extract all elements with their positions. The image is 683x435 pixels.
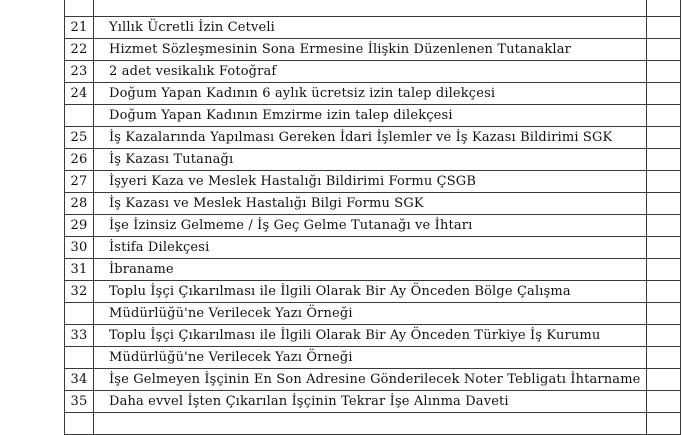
row-text: İş Kazalarında Yapılması Gereken İdari İşlemler ve İş Kazası Bildirimi SGK [94, 127, 647, 149]
table-row [65, 237, 681, 259]
row-check-cell [647, 325, 681, 347]
table-row [65, 281, 681, 303]
row-number: 34 [65, 369, 94, 391]
table-row [65, 61, 681, 83]
row-text: İşyeri Kaza ve Meslek Hastalığı Bildirimi Formu ÇSGB [94, 171, 647, 193]
row-number [65, 105, 94, 127]
row-text: Toplu İşçi Çıkarılması ile İlgili Olarak Bir Ay Önceden Bölge Çalışma [94, 281, 647, 303]
row-check-cell [647, 61, 681, 83]
table-row [65, 39, 681, 61]
row-check-cell [647, 149, 681, 171]
row-check-cell [647, 193, 681, 215]
row-check-cell [647, 17, 681, 39]
row-text: Hizmet Sözleşmesinin Sona Ermesine İlişkin Düzenlenen Tutanaklar [94, 39, 647, 61]
row-text: İbraname [94, 259, 647, 281]
table-row [65, 259, 681, 281]
row-number: 32 [65, 281, 94, 303]
row-text: Yıllık Ücretli İzin Cetveli [94, 17, 647, 39]
row-number [65, 0, 94, 17]
row-check-cell [647, 347, 681, 369]
row-text: Müdürlüğü'ne Verilecek Yazı Örneği [94, 347, 647, 369]
table-row [65, 347, 681, 369]
table-row [65, 17, 681, 39]
row-number: 26 [65, 149, 94, 171]
row-text: İş Kazası ve Meslek Hastalığı Bilgi Formu SGK [94, 193, 647, 215]
row-text: İstifa Dilekçesi [94, 237, 647, 259]
row-number: 23 [65, 61, 94, 83]
table-row [65, 215, 681, 237]
row-number: 25 [65, 127, 94, 149]
table-row [65, 391, 681, 413]
row-number: 27 [65, 171, 94, 193]
table-row [65, 325, 681, 347]
row-number: 28 [65, 193, 94, 215]
row-check-cell [647, 303, 681, 325]
table-row [65, 369, 681, 391]
row-check-cell [647, 171, 681, 193]
table-row [65, 303, 681, 325]
row-number: 31 [65, 259, 94, 281]
row-number: 35 [65, 391, 94, 413]
row-check-cell [647, 215, 681, 237]
row-check-cell [647, 237, 681, 259]
row-text: İşe Gelmeyen İşçinin En Son Adresine Gönderilecek Noter Tebligatı İhtarname [94, 369, 647, 391]
row-check-cell [647, 83, 681, 105]
row-number: 33 [65, 325, 94, 347]
row-number [65, 303, 94, 325]
row-number: 30 [65, 237, 94, 259]
row-number: 29 [65, 215, 94, 237]
row-number [65, 413, 94, 435]
table-row [65, 127, 681, 149]
row-check-cell [647, 413, 681, 435]
table-row [65, 171, 681, 193]
row-text [94, 413, 647, 435]
table-row [65, 413, 681, 435]
row-text: 2 adet vesikalık Fotoğraf [94, 61, 647, 83]
row-check-cell [647, 39, 681, 61]
row-check-cell [647, 259, 681, 281]
row-check-cell [647, 0, 681, 17]
row-check-cell [647, 391, 681, 413]
row-check-cell [647, 127, 681, 149]
table-row [65, 149, 681, 171]
table-row [65, 193, 681, 215]
row-number: 24 [65, 83, 94, 105]
row-text: İş Kazası Tutanağı [94, 149, 647, 171]
table-row [65, 105, 681, 127]
row-text: Toplu İşçi Çıkarılması ile İlgili Olarak Bir Ay Önceden Türkiye İş Kurumu [94, 325, 647, 347]
row-number: 22 [65, 39, 94, 61]
row-text: Doğum Yapan Kadının Emzirme izin talep dilekçesi [94, 105, 647, 127]
document-table [64, 0, 681, 435]
table-row [65, 83, 681, 105]
row-number: 21 [65, 17, 94, 39]
row-text: Doğum Yapan Kadının 6 aylık ücretsiz izin talep dilekçesi [94, 83, 647, 105]
row-text [94, 0, 647, 17]
row-text: Daha evvel İşten Çıkarılan İşçinin Tekrar İşe Alınma Daveti [94, 391, 647, 413]
table-row [65, 0, 681, 17]
row-text: İşe İzinsiz Gelmeme / İş Geç Gelme Tutanağı ve İhtarı [94, 215, 647, 237]
row-check-cell [647, 369, 681, 391]
row-check-cell [647, 105, 681, 127]
row-text: Müdürlüğü'ne Verilecek Yazı Örneği [94, 303, 647, 325]
row-number [65, 347, 94, 369]
row-check-cell [647, 281, 681, 303]
